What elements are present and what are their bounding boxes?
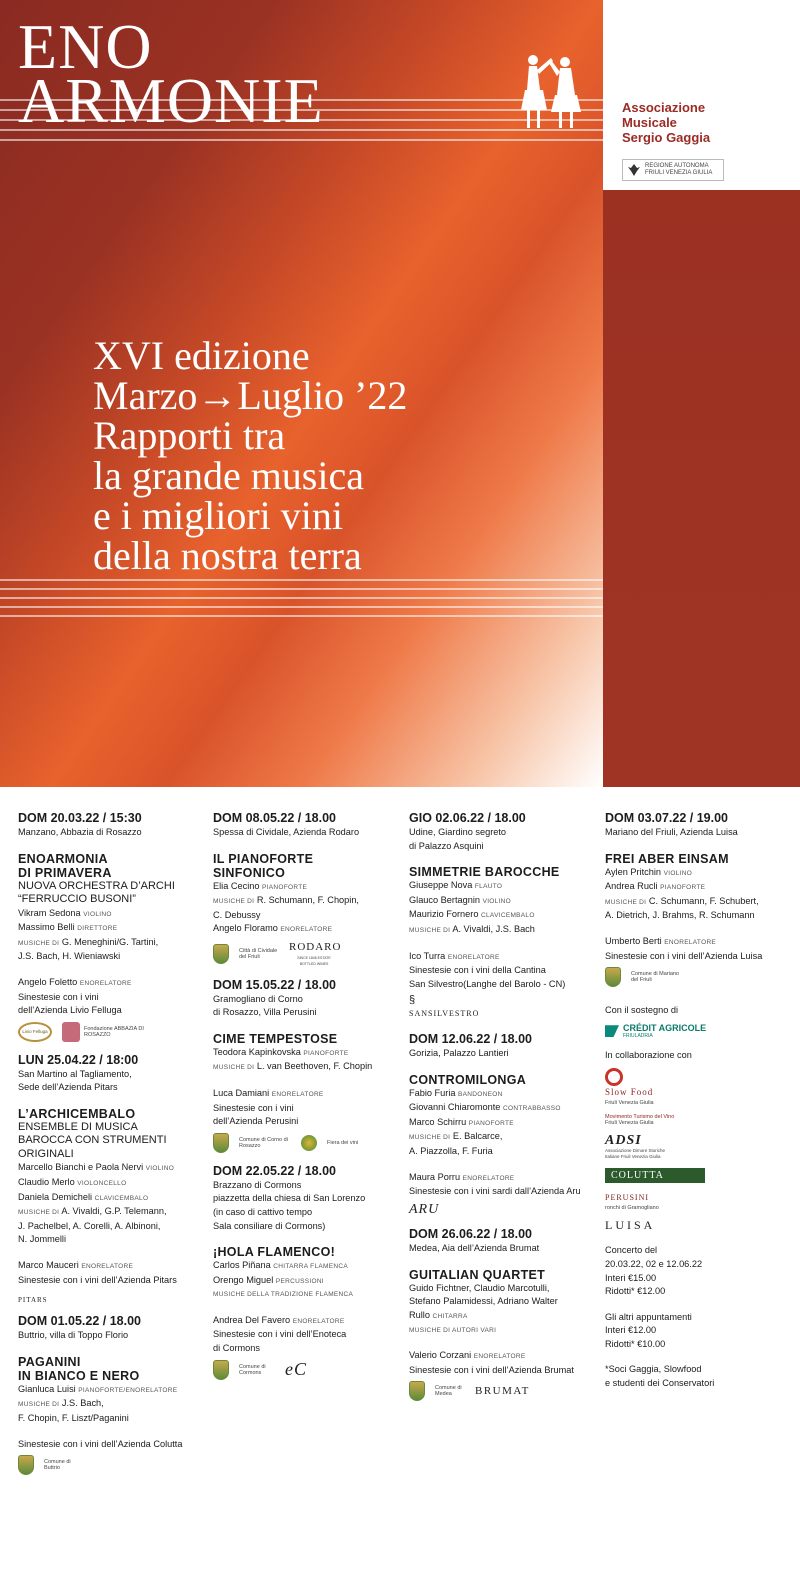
event-place: Buttrio, villa di Toppo Florio [18,1330,129,1341]
event-date: DOM 26.06.22 / 18.00 [409,1227,532,1242]
wine-pairing: Sinestesie con i vini dell’Azienda Pitars [18,1274,177,1285]
program-music: MUSICHE DI A. Vivaldi, J.S. Bach [409,923,535,934]
program-music: F. Chopin, F. Liszt/Paganini [18,1412,129,1423]
performer: Teodora Kapinkovska PIANOFORTE [213,1046,349,1057]
program-music: A. Piazzolla, F. Furia [409,1145,493,1156]
event-place: piazzetta della chiesa di San Lorenzo [213,1193,366,1204]
event-title: CONTROMILONGA [409,1072,527,1087]
program-music: J. Pachelbel, A. Corelli, A. Albinoni, [18,1220,161,1231]
brumat-logo: BRUMAT [475,1384,530,1397]
wine-pairing: Sinestesie con i vini [213,1102,294,1113]
price-info: Interi €12.00 [605,1325,657,1336]
event-place: Udine, Giardino segreto [409,827,507,837]
event-title: IN BIANCO E NERO [18,1368,140,1383]
performer: Massimo Belli DIRETTORE [18,922,118,933]
pitars-logo: PITARS [18,1296,48,1305]
wine-pairing: Sinestesie con i vini dell’Azienda Colutta [18,1438,183,1449]
subtitle-line-6: della nostra terra [93,533,362,578]
association-line-3: Sergio Gaggia [622,130,711,145]
event-date: DOM 15.05.22 / 18.00 [213,977,336,992]
wine-pairing: Sinestesie con i vini dell’Enoteca [213,1329,347,1340]
program-music: MUSICHE DI AUTORI VARI [409,1326,497,1334]
price-info: Concerto del [605,1245,658,1256]
subtitle-line-3: Rapporti tra [93,413,286,458]
event-date: DOM 20.03.22 / 15:30 [18,811,142,825]
event-date: LUN 25.04.22 / 18:00 [18,1052,139,1067]
slow-food-logo: Slow Food Friuli Venezia Giulia [605,1068,795,1106]
edition-subtitle [93,333,408,578]
region-logo [622,159,724,181]
program-music: MUSICHE DI A. Vivaldi, G.P. Telemann, [18,1206,167,1217]
enorelatore: Valerio Corzani ENORELATORE [409,1350,526,1361]
event-place: (in caso di cattivo tempo [213,1206,313,1217]
wine-pairing: Sinestesie con i vini dell’Azienda Brumat [409,1364,574,1375]
subtitle-line-5: e i migliori vini [93,493,343,538]
wine-pairing: Sinestesie con i vini [18,991,99,1002]
program-column-2 [213,810,403,1390]
performer: Carlos Piñana CHITARRA FLAMENCA [213,1260,348,1271]
event-date: DOM 01.05.22 / 18.00 [18,1314,141,1329]
municipal-seal-icon [605,967,621,987]
felluga-logo: Livio Felluga [18,1022,52,1042]
dancers-icon [515,50,587,132]
event-title: IL PIANOFORTE [213,851,314,866]
event-date: GIO 02.06.22 / 18.00 [409,811,526,825]
event-title: PAGANINI [18,1354,81,1369]
collab-label: In collaborazione con [605,1049,692,1060]
enorelatore: Umberto Berti ENORELATORE [605,935,717,946]
sponsor-logos [409,1203,599,1217]
performer: Claudio Merlo VIOLONCELLO [18,1177,127,1188]
discount-note: *Soci Gaggia, Slowfood [605,1364,702,1375]
performer: Vikram Sedona VIOLINO [18,907,112,918]
region-logo-line-1: REGIONE AUTONOMA [645,163,709,169]
program-music: N. Jommelli [18,1234,66,1245]
price-info: Ridotti* €10.00 [605,1338,666,1349]
event-subtitle: NUOVA ORCHESTRA D’ARCHI [18,879,175,892]
program-column-4 [605,810,795,1391]
enorelatore: Angelo Floramo ENORELATORE [213,923,333,934]
perusini-logo: PERUSINI ronchi di Gramogliano [605,1193,659,1211]
support-label: Con il sostegno di [605,1005,679,1016]
municipal-seal-icon [213,1133,229,1153]
event-title: SIMMETRIE BAROCCHE [409,865,560,880]
municipal-seal-icon [213,944,229,964]
sponsor-logos: Comune di Medea BRUMAT [409,1381,599,1401]
program-music: MUSICHE DI C. Schumann, F. Schubert, [605,895,759,906]
aru-logo: ARU [409,1201,440,1217]
event-date: DOM 12.06.22 / 18.00 [409,1031,532,1046]
event-place: Gorizia, Palazzo Lantieri [409,1047,509,1058]
performer: Andrea Rucli PIANOFORTE [605,881,706,892]
program-music: C. Debussy [213,909,261,920]
event-place: Sede dell’Azienda Pitars [18,1082,118,1093]
performer: Glauco Bertagnin VIOLINO [409,894,512,905]
credit-agricole-logo: CRÉDIT AGRICOLE FRIULADRIA [605,1024,795,1039]
title-line-1: ENO [18,11,153,82]
abbazia-icon [62,1022,80,1042]
event-title: CIME TEMPESTOSE [213,1031,338,1046]
event-title: ¡HOLA FLAMENCO! [213,1245,336,1260]
performer: Guido Fichtner, Claudio Marcotulli, [409,1282,550,1293]
event-place: Spessa di Cividale, Azienda Rodaro [213,827,360,837]
event-subtitle: ORIGINALI [18,1147,74,1160]
performer: Daniela Demicheli CLAVICEMBALO [18,1191,149,1202]
association-line-1: Associazione [622,100,706,115]
event-subtitle: ENSEMBLE DI MUSICA [18,1120,138,1133]
program-column-1 [18,810,208,1485]
performer: Orengo Miguel PERCUSSIONI [213,1274,324,1285]
title-line-2: ARMONIE [18,65,324,136]
municipal-seal-icon [18,1455,34,1475]
price-info: Gli altri appuntamenti [605,1311,692,1322]
event-subtitle: BAROCCA CON STRUMENTI [18,1134,167,1147]
program-music: MUSICHE DI G. Meneghini/G. Tartini, [18,936,159,947]
sponsor-logos: § SANSILVESTRO [409,994,480,1019]
enorelatore: Andrea Del Favero ENORELATORE [213,1314,345,1325]
event-place: Medea, Aia dell’Azienda Brumat [409,1243,540,1254]
municipal-seal-icon [213,1360,229,1380]
event-title: SINFONICO [213,865,286,880]
price-info: Interi €15.00 [605,1272,657,1283]
event-title: L’ARCHICEMBALO [18,1106,136,1121]
fiera-vini-icon [301,1135,317,1151]
performer: Giovanni Chiaromonte CONTRABBASSO [409,1102,561,1113]
performer: Maurizio Fornero CLAVICEMBALO [409,909,535,920]
sponsor-logos: Comune di Corno di Rosazzo Fiera dei vini [213,1133,403,1153]
event-place: Mariano del Friuli, Azienda Luisa [605,827,738,837]
sponsor-logos: Comune di Cormons eC [213,1360,403,1380]
partner-logos [605,1068,795,1232]
wine-pairing: Sinestesie con i vini dell’Azienda Luisa [605,950,763,961]
event-date: DOM 03.07.22 / 19.00 [605,811,728,825]
event-place: San Martino al Tagliamento, [18,1068,132,1079]
municipal-seal-icon [409,1381,425,1401]
program-music: J.S. Bach, H. Wieniawski [18,951,121,962]
wine-pairing: dell’Azienda Livio Felluga [18,1005,122,1016]
enorelatore: Luca Damiani ENORELATORE [213,1087,324,1098]
event-place: Manzano, Abbazia di Rosazzo [18,827,142,837]
program-music: MUSICHE DI J.S. Bach, [18,1398,104,1409]
sponsor-logos [18,1022,208,1042]
event-place: Brazzano di Cormons [213,1179,302,1190]
program-music: MUSICHE DELLA TRADIZIONE FLAMENCA [213,1291,354,1299]
rodaro-logo: RODARO SINCE 1846 ESTATE BOTTLED WINES [289,940,342,966]
sponsor-logos: Comune di Buttrio [18,1455,208,1475]
association-name [622,100,710,145]
enorelatore: Angelo Foletto ENORELATORE [18,976,132,987]
sponsor-logos: Città di Cividale del Friuli RODARO SINCE 1846 ESTATE BOTTLED WINES [213,941,403,967]
program-music: MUSICHE DI E. Balcarce, [409,1131,503,1142]
event-place: Sala consiliare di Cormons) [213,1220,326,1231]
performer: Stefano Palamidessi, Adriano Walter [409,1296,558,1307]
performer: Aylen Pritchin VIOLINO [605,866,693,877]
event-title: DI PRIMAVERA [18,865,112,880]
performer: Marco Schirru PIANOFORTE [409,1116,514,1127]
sansilvestro-icon: § [409,994,416,1007]
subtitle-line-4: la grande musica [93,453,364,498]
movimento-turismo-vino-logo: Movimento Turismo del Vino Friuli Venezia Giulia [605,1113,675,1126]
hero-banner [0,0,603,787]
performer: Rullo CHITARRA [409,1310,468,1321]
program-column-3 [409,810,599,1411]
association-line-2: Musicale [622,115,677,130]
event-date: DOM 08.05.22 / 18.00 [213,811,336,825]
wine-pairing: di Cormons [213,1343,260,1354]
adsi-logo: ADSI Associazione Dimore Storiche Italiane Friuli Venezia Giulia [605,1132,666,1159]
program-music: MUSICHE DI R. Schumann, F. Chopin, [213,895,359,906]
event-title: ENOARMONIA [18,851,108,866]
subtitle-line-2: Marzo→Luglio ’22 [93,373,408,418]
enorelatore: Maura Porru ENORELATORE [409,1171,515,1182]
event-subtitle: “FERRUCCIO BUSONI” [18,893,136,906]
subtitle-line-1: XVI edizione [93,333,310,378]
discount-note: e studenti dei Conservatori [605,1378,715,1389]
performer: Elia Cecino PIANOFORTE [213,880,308,891]
performer: Fabio Furia BANDONEON [409,1087,503,1098]
event-date: DOM 22.05.22 / 18.00 [213,1163,336,1178]
price-info: Ridotti* €12.00 [605,1286,666,1297]
wine-pairing: Sinestesie con i vini sardi dall’Azienda Aru [409,1186,581,1197]
credit-agricole-icon [605,1025,619,1037]
sponsor-logos [18,1291,208,1303]
luisa-logo: LUISA [605,1217,656,1232]
region-logo-line-2: FRIULI VENEZIA GIULIA [645,170,713,176]
eagle-icon [627,163,641,177]
performer: Marcello Bianchi e Paola Nervi VIOLINO [18,1162,175,1173]
wine-pairing: dell’Azienda Perusini [213,1116,299,1127]
program-music: A. Dietrich, J. Brahms, R. Schumann [605,910,755,921]
event-title: FREI ABER EINSAM [605,851,729,866]
snail-icon [605,1068,623,1086]
wine-pairing: San Silvestro(Langhe del Barolo - CN) [409,978,566,989]
performer: Giuseppe Nova FLAUTO [409,880,503,891]
event-place: Gramogliano di Corno [213,993,303,1004]
sponsor-logos: Comune di Mariano del Friuli [605,967,795,987]
enorelatore: Ico Turra ENORELATORE [409,950,500,961]
enoteca-logo: eC [285,1358,307,1379]
event-title: GUITALIAN QUARTET [409,1267,546,1282]
colutta-logo: COLUTTA [605,1168,705,1184]
enorelatore: Marco Mauceri ENORELATORE [18,1260,134,1270]
program-music: MUSICHE DI L. van Beethoven, F. Chopin [213,1061,373,1072]
festival-title [18,11,324,136]
abbazia-logo: Fondazione ABBAZIA DI ROSAZZO [62,1022,144,1042]
wine-pairing: Sinestesie con i vini della Cantina [409,965,546,976]
event-place: di Palazzo Asquini [409,840,484,851]
performer: Gianluca Luisi PIANOFORTE/ENORELATORE [18,1383,178,1394]
event-place: di Rosazzo, Villa Perusini [213,1007,317,1018]
price-info: 20.03.22, 02 e 12.06.22 [605,1258,703,1269]
